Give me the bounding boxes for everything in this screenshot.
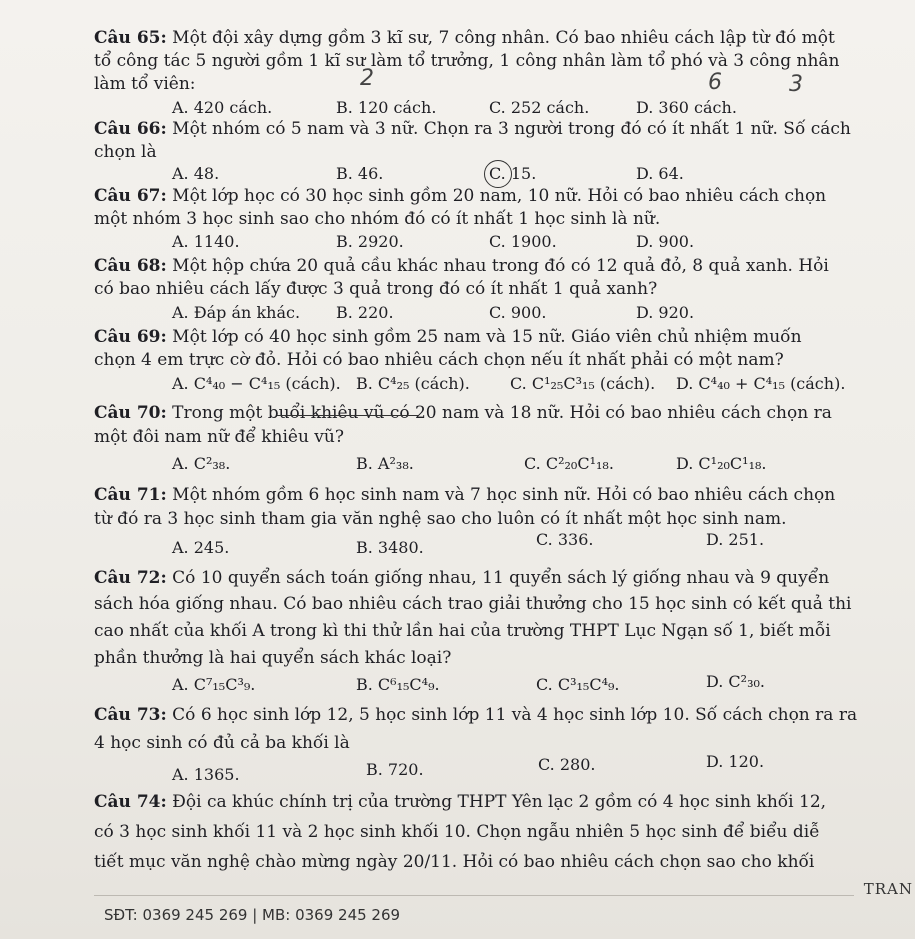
question-68: Câu 68: Một hộp chứa 20 quả cầu khác nhau trong đó có 12 quả đỏ, 8 quả xanh. Hỏi (94, 256, 829, 276)
option-d: D. 64. (636, 164, 684, 183)
corner-text: TRAN (863, 880, 913, 898)
question-text-line: cao nhất của khối A trong kì thi thử lần hai của trường THPT Lục Ngạn số 1, biết mỗi (94, 621, 831, 641)
option-b: B. 720. (366, 760, 424, 779)
option-c: C. 252 cách. (489, 98, 590, 117)
question-70: Câu 70: Trong một buổi khiêu vũ có 20 nam và 18 nữ. Hỏi có bao nhiêu cách chọn ra (94, 403, 832, 423)
option-a: A. C⁷₁₅C³₉. (172, 675, 256, 694)
handwritten-note: 3 (789, 72, 803, 97)
option-c: C. C³₁₅C⁴₉. (536, 675, 620, 694)
option-d: D. 120. (706, 752, 765, 771)
option-a: A. 1140. (172, 232, 240, 251)
option-d: D. 360 cách. (636, 98, 737, 117)
option-c: C. 280. (538, 755, 596, 774)
footer-divider (94, 895, 854, 896)
option-b: B. 2920. (336, 232, 404, 251)
option-a: A. C²₃₈. (172, 454, 231, 473)
option-a: A. Đáp án khác. (172, 303, 301, 322)
question-67: Câu 67: Một lớp học có 30 học sinh gồm 20 nam, 10 nữ. Hỏi có bao nhiêu cách chọn (94, 186, 827, 206)
question-66: Câu 66: Một nhóm có 5 nam và 3 nữ. Chọn ra 3 người trong đó có ít nhất 1 nữ. Số cách (94, 119, 851, 139)
question-74: Câu 74: Đội ca khúc chính trị của trường THPT Yên lạc 2 gồm có 4 học sinh khối 12, (94, 792, 827, 812)
question-73: Câu 73: Có 6 học sinh lớp 12, 5 học sinh lớp 11 và 4 học sinh lớp 10. Số cách chọn ra ra (94, 705, 858, 725)
option-b: B. A²₃₈. (356, 454, 414, 473)
footer-contact: SĐT: 0369 245 269 | MB: 0369 245 269 (104, 906, 401, 924)
option-b: B. 220. (336, 303, 394, 322)
option-c: C. 900. (489, 303, 547, 322)
option-a: A. 245. (172, 538, 230, 557)
option-c: C. 15. (489, 164, 537, 183)
question-text-line: tổ công tác 5 người gồm 1 kĩ sư làm tổ trưởng, 1 công nhân làm tổ phó và 3 công nhân (94, 51, 840, 71)
option-a: A. C⁴₄₀ − C⁴₁₅ (cách). (172, 374, 341, 393)
question-text-line: chọn 4 em trực cờ đỏ. Hỏi có bao nhiêu cách chọn nếu ít nhất phải có một nam? (94, 350, 784, 370)
option-b: B. 46. (336, 164, 384, 183)
option-c: C. C²₂₀C¹₁₈. (524, 454, 614, 473)
question-71: Câu 71: Một nhóm gồm 6 học sinh nam và 7 học sinh nữ. Hỏi có bao nhiêu cách chọn (94, 485, 836, 505)
option-c: C. 336. (536, 530, 594, 549)
option-c: C. C¹₂₅C³₁₅ (cách). (510, 374, 656, 393)
option-d: D. 900. (636, 232, 695, 251)
option-a: A. 1365. (172, 765, 240, 784)
handwritten-note: 6 (708, 70, 722, 95)
option-d: D. C¹₂₀C¹₁₈. (676, 454, 767, 473)
question-text-line: phần thưởng là hai quyển sách khác loại? (94, 648, 452, 668)
question-text-line: một đôi nam nữ để khiêu vũ? (94, 427, 344, 447)
question-text-line: 4 học sinh có đủ cả ba khối là (94, 733, 350, 753)
option-d: D. C⁴₄₀ + C⁴₁₅ (cách). (676, 374, 846, 393)
question-text-line: tiết mục văn nghệ chào mừng ngày 20/11. Hỏi có bao nhiêu cách chọn sao cho khối (94, 852, 815, 872)
question-text-line: có bao nhiêu cách lấy được 3 quả trong đó có ít nhất 1 quả xanh? (94, 279, 658, 299)
question-65 (94, 28, 835, 49)
question-69: Câu 69: Một lớp có 40 học sinh gồm 25 nam và 15 nữ. Giáo viên chủ nhiệm muốn (94, 327, 802, 347)
option-b: B. C⁶₁₅C⁴₉. (356, 675, 440, 694)
question-72: Câu 72: Có 10 quyển sách toán giống nhau, 11 quyển sách lý giống nhau và 9 quyển (94, 568, 830, 588)
option-c: C. 1900. (489, 232, 557, 251)
question-text-line: một nhóm 3 học sinh sao cho nhóm đó có ít nhất 1 học sinh là nữ. (94, 209, 661, 229)
question-text-line: sách hóa giống nhau. Có bao nhiêu cách trao giải thưởng cho 15 học sinh có kết quả thi (94, 594, 852, 614)
handwritten-note: 2 (360, 66, 374, 91)
question-text-line: có 3 học sinh khối 11 và 2 học sinh khối 10. Chọn ngẫu nhiên 5 học sinh để biểu diễ (94, 822, 820, 842)
option-d: D. 920. (636, 303, 695, 322)
option-a: A. 420 cách. (172, 98, 273, 117)
question-label: Câu 65: (94, 28, 167, 48)
option-d: D. 251. (706, 530, 765, 549)
option-b: B. C⁴₂₅ (cách). (356, 374, 470, 393)
option-b: B. 120 cách. (336, 98, 437, 117)
question-text-line: làm tổ viên: (94, 74, 196, 94)
question-text-line: chọn là (94, 142, 157, 162)
question-text: Một đội xây dựng gồm 3 kĩ sư, 7 công nhân. Có bao nhiêu cách lập từ đó một (172, 28, 835, 48)
option-a: A. 48. (172, 164, 220, 183)
handwritten-strike-mark (277, 415, 419, 416)
question-text-line: từ đó ra 3 học sinh tham gia văn nghệ sao cho luôn có ít nhất một học sinh nam. (94, 509, 787, 529)
option-b: B. 3480. (356, 538, 424, 557)
option-d: D. C²₃₀. (706, 672, 765, 691)
